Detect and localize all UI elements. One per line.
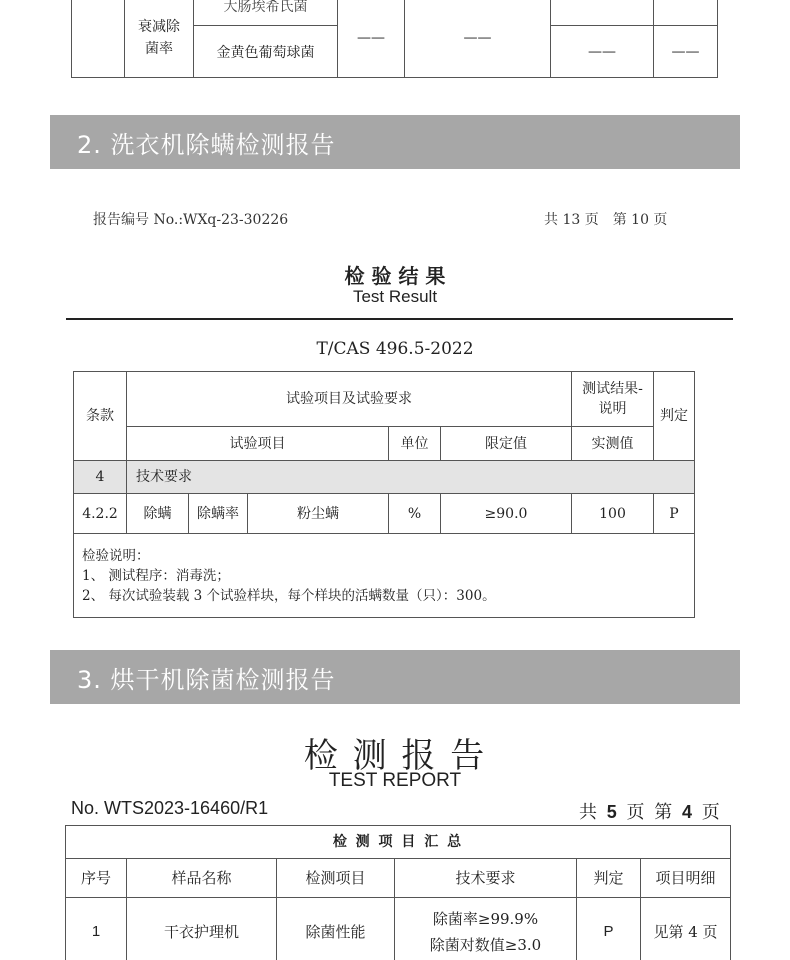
page-info-part: 第	[654, 802, 673, 823]
item-staph: 金黄色葡萄球菌	[193, 25, 338, 78]
page-info-part: 共	[579, 802, 597, 823]
row-judge: P	[576, 897, 641, 960]
row-req	[394, 897, 577, 960]
section-number: 4	[73, 460, 127, 494]
header-req: 技术要求	[394, 858, 577, 898]
test-notes	[73, 533, 695, 618]
header-limit: 限定值	[440, 426, 572, 461]
summary-title: 检 测 项 目 汇 总	[65, 825, 731, 859]
page-info: 共 13 页 第 10 页	[544, 212, 668, 228]
result-title-cn: 检 验 结 果	[344, 264, 446, 288]
section-banner-3: 3. 烘干机除菌检测报告	[50, 650, 740, 704]
header-no: 序号	[65, 858, 127, 898]
row-limit: ≥90.0	[440, 493, 572, 534]
row-number: 4.2.2	[73, 493, 127, 534]
row-detail: 见第 4 页	[640, 897, 731, 960]
dash-cell: ——	[653, 25, 718, 78]
header-detail: 项目明细	[640, 858, 731, 898]
result-title-en: Test Result	[352, 287, 438, 306]
report-number: No. WTS2023-16460/R1	[71, 798, 269, 818]
row-item: 除菌性能	[276, 897, 395, 960]
header-actual: 实测值	[571, 426, 654, 461]
divider	[66, 318, 733, 320]
header-judge: 判定	[653, 371, 695, 461]
dash-cell: ——	[337, 0, 405, 78]
note-line: 1、 测试程序：消毒洗；	[82, 568, 230, 584]
report-title-en: TEST REPORT	[328, 770, 462, 791]
table-cell	[71, 0, 125, 78]
page-info-part: 页	[701, 802, 720, 823]
note-line: 检验说明：	[82, 548, 150, 564]
header-item: 试验项目	[126, 426, 389, 461]
header-unit: 单位	[388, 426, 441, 461]
table-cell	[653, 0, 718, 26]
header-name: 样品名称	[126, 858, 277, 898]
header-result-desc: 测试结果- 说明	[571, 371, 654, 427]
row-actual: 100	[571, 493, 654, 534]
row-unit: %	[388, 493, 441, 534]
row-category: 除螨	[126, 493, 189, 534]
row-metric: 除螨率	[188, 493, 248, 534]
page-current: 4	[681, 802, 692, 822]
header-judge: 判定	[576, 858, 641, 898]
row-name: 干衣护理机	[126, 897, 277, 960]
report-number: 报告编号 No.:WXq-23-30226	[93, 212, 289, 228]
header-item: 检测项目	[276, 858, 395, 898]
item-partial: 大肠埃希氏菌	[193, 0, 338, 26]
row-label: 衰减除 菌率	[124, 0, 194, 78]
standard-code: T/CAS 496.5-2022	[316, 339, 474, 359]
header-items-req: 试验项目及试验要求	[126, 371, 572, 427]
section-banner-2: 2. 洗衣机除螨检测报告	[50, 115, 740, 169]
page-info	[579, 798, 720, 824]
header-clause: 条款	[73, 371, 127, 461]
report-title-cn: 检 测 报 告	[303, 736, 487, 776]
req-line: 除菌率≥99.9%	[432, 910, 539, 928]
page-info-part: 页	[626, 802, 645, 823]
note-line: 2、 每次试验装载 3 个试验样块，每个样块的活螨数量（只）：300。	[82, 588, 496, 604]
page-total: 5	[606, 802, 617, 822]
section-name: 技术要求	[126, 460, 695, 494]
dash-cell: ——	[404, 0, 551, 78]
req-line: 除菌对数值≥3.0	[429, 936, 542, 954]
row-target: 粉尘螨	[247, 493, 389, 534]
row-judge: P	[653, 493, 695, 534]
row-no: 1	[65, 897, 127, 960]
dash-cell: ——	[550, 25, 654, 78]
table-cell	[550, 0, 654, 26]
